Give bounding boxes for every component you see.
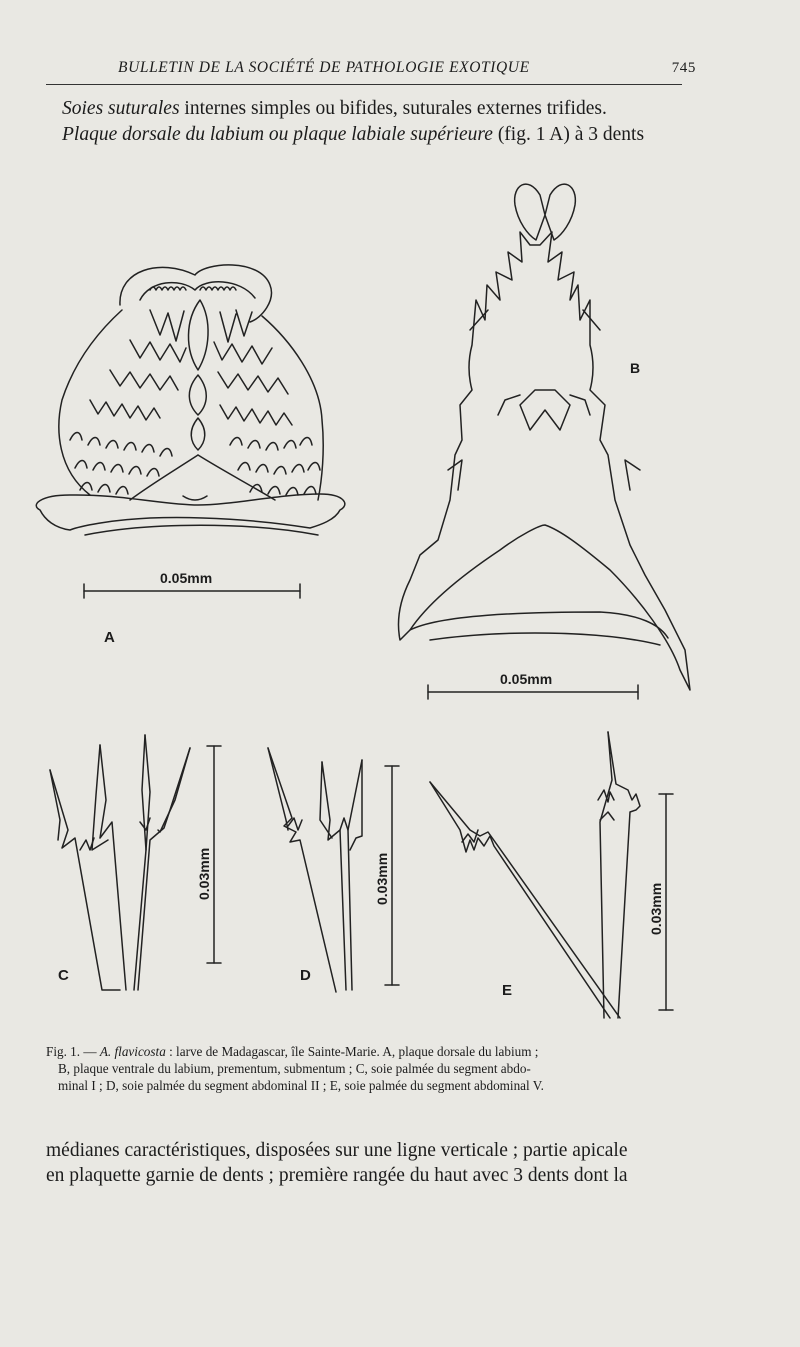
figure-caption: [46, 1043, 696, 1094]
caption-line-3: minal I ; D, soie palmée du segment abdominal II ; E, soie palmée du segment abdominal V.: [58, 1078, 544, 1093]
panel-c-letter: C: [58, 967, 69, 984]
panel-d-scale-label: 0.03mm: [374, 852, 390, 905]
panel-b-scale-bar: [428, 685, 638, 699]
panel-a-scale-label: 0.05mm: [160, 570, 213, 586]
caption-line-1: [46, 1043, 696, 1060]
top-line-1-rest: internes simples ou bifides, suturales externes trifides.: [179, 98, 607, 119]
caption-prefix: Fig. 1. —: [46, 1044, 100, 1059]
top-line-1: [46, 96, 686, 122]
bottom-paragraph: [46, 1138, 696, 1188]
panel-e-letter: E: [502, 982, 513, 999]
caption-species: A. flavicosta: [99, 1044, 166, 1059]
plaque-term: Plaque dorsale du labium ou plaque labiale supérieure: [62, 124, 493, 145]
panel-d-drawing: [268, 748, 362, 992]
bottom-line-1: médianes caractéristiques, disposées sur une ligne verticale ; partie apicale: [46, 1140, 628, 1161]
panel-c-drawing: [50, 735, 190, 990]
caption-line-2: B, plaque ventrale du labium, prementum, submentum ; C, soie palmée du segment abdo-: [58, 1061, 531, 1076]
panel-b-scale-label: 0.05mm: [500, 671, 553, 687]
panel-e-scale-label: 0.03mm: [648, 882, 664, 935]
bottom-line-2: en plaquette garnie de dents ; première rangée du haut avec 3 dents dont la: [46, 1165, 628, 1186]
page-number: 745: [671, 60, 696, 76]
running-title: BULLETIN DE LA SOCIÉTÉ DE PATHOLOGIE EXOTIQUE: [118, 59, 530, 76]
running-header: [46, 54, 696, 85]
panel-c-scale-label: 0.03mm: [196, 847, 212, 900]
panel-b-drawing: [398, 184, 690, 690]
caption-line-1-text: : larve de Madagascar, île Sainte-Marie. A, plaque dorsale du labium ;: [165, 1044, 539, 1059]
figure-1: [0, 160, 800, 1040]
top-paragraph: [46, 96, 686, 148]
panel-a-letter: A: [104, 629, 115, 646]
panel-a-drawing: [36, 265, 345, 535]
top-line-2-rest: (fig. 1 A) à 3 dents: [492, 124, 645, 145]
suturales-term: Soies suturales: [62, 98, 180, 119]
panel-a-scale-bar: [84, 584, 300, 598]
panel-e-drawing: [430, 732, 640, 1018]
panel-b-letter: B: [630, 360, 641, 376]
panel-d-letter: D: [300, 967, 311, 984]
top-line-2: [46, 122, 686, 148]
